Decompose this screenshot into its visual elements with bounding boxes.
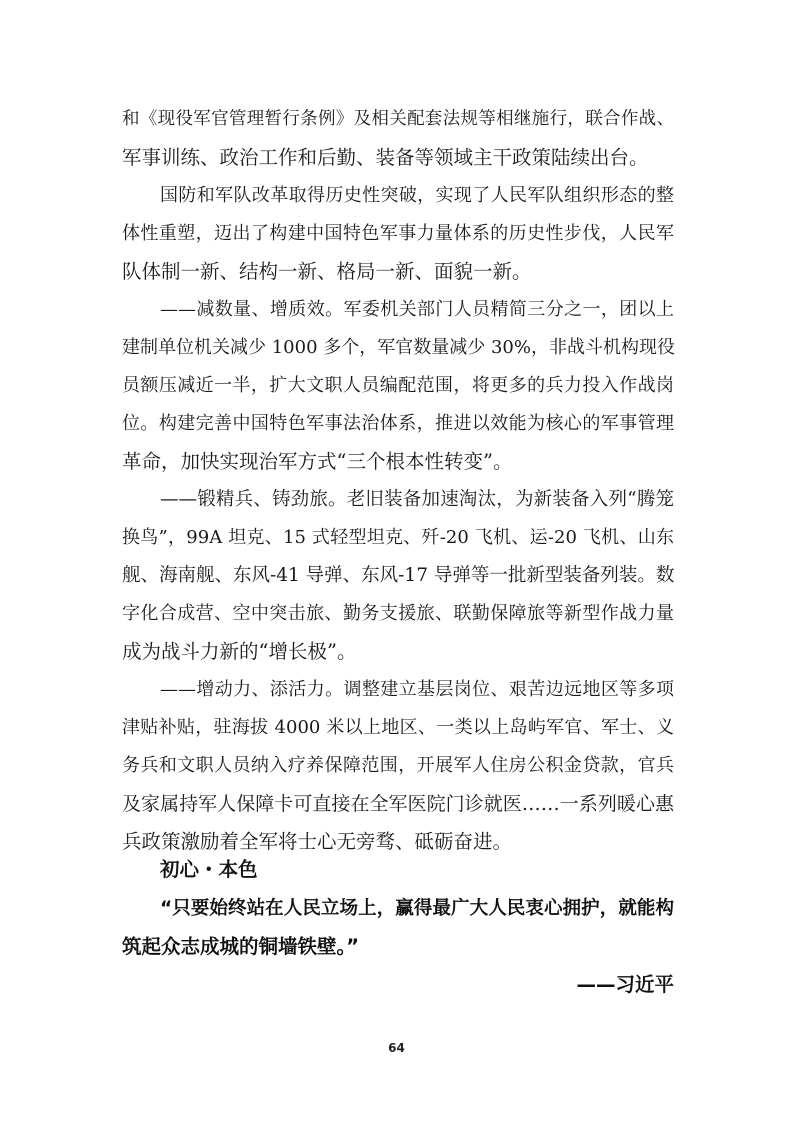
paragraph-line: 换鸟”，99A 坦克、15 式轻型坦克、歼-20 飞机、运-20 飞机、山东 <box>122 527 674 548</box>
paragraph-line: 和《现役军官管理暂行条例》及相关配套法规等相继施行，联合作战、 <box>122 109 674 129</box>
paragraph-line: 革命，加快实现治军方式“三个根本性转变”。 <box>122 450 513 473</box>
paragraph-line: 员额压减近一半，扩大文职人员编配范围，将更多的兵力投入作战岗 <box>122 375 674 396</box>
paragraph-line: ——增动力、添活力。调整建立基层岗位、艰苦边远地区等多项 <box>160 679 674 700</box>
page-number: 64 <box>388 1041 405 1055</box>
paragraph-line: ——减数量、增质效。军委机关部门人员精简三分之一，团以上 <box>160 299 674 320</box>
paragraph-line: 位。构建完善中国特色军事法治体系，推进以效能为核心的军事管理 <box>122 413 674 434</box>
quote-line: “只要始终站在人民立场上，赢得最广大人民衷心拥护，就能构 <box>160 898 674 919</box>
paragraph-line: 队体制一新、结构一新、格局一新、面貌一新。 <box>122 260 532 283</box>
paragraph-line: 成为战斗力新的“增长极”。 <box>122 640 357 663</box>
paragraph-line: 及家属持军人保障卡可直接在全军医院门诊就医……一系列暖心惠 <box>122 793 674 815</box>
quote-line: 筑起众志成城的铜墙铁壁。” <box>122 935 360 958</box>
paragraph-line: 国防和军队改革取得历史性突破，实现了人民军队组织形态的整 <box>160 185 674 206</box>
paragraph-line: 兵政策激励着全军将士心无旁骛、砥砺奋进。 <box>122 830 513 853</box>
section-heading: 初心・本色 <box>160 858 258 881</box>
paragraph-line: 舰、海南舰、东风-41 导弹、东风-17 导弹等一批新型装备列装。数 <box>122 565 675 586</box>
paragraph-line: 军事训练、政治工作和后勤、装备等领域主干政策陆续出台。 <box>122 146 649 169</box>
paragraph-line: 务兵和文职人员纳入疗养保障范围，开展军人住房公积金贷款，官兵 <box>122 755 674 776</box>
paragraph-line: 建制单位机关减少 1000 多个，军官数量减少 30%，非战斗机构现役 <box>122 337 675 358</box>
quote-author: ——习近平 <box>576 973 674 996</box>
paragraph-line: ——锻精兵、铸劲旅。老旧装备加速淘汰，为新装备入列“腾笼 <box>160 489 674 510</box>
paragraph-line: 体性重塑，迈出了构建中国特色军事力量体系的历史性步伐，人民军 <box>122 223 674 244</box>
paragraph-line: 津贴补贴，驻海拔 4000 米以上地区、一类以上岛屿军官、军士、义 <box>122 717 674 738</box>
paragraph-line: 字化合成营、空中突击旅、勤务支援旅、联勤保障旅等新型作战力量 <box>122 603 674 624</box>
